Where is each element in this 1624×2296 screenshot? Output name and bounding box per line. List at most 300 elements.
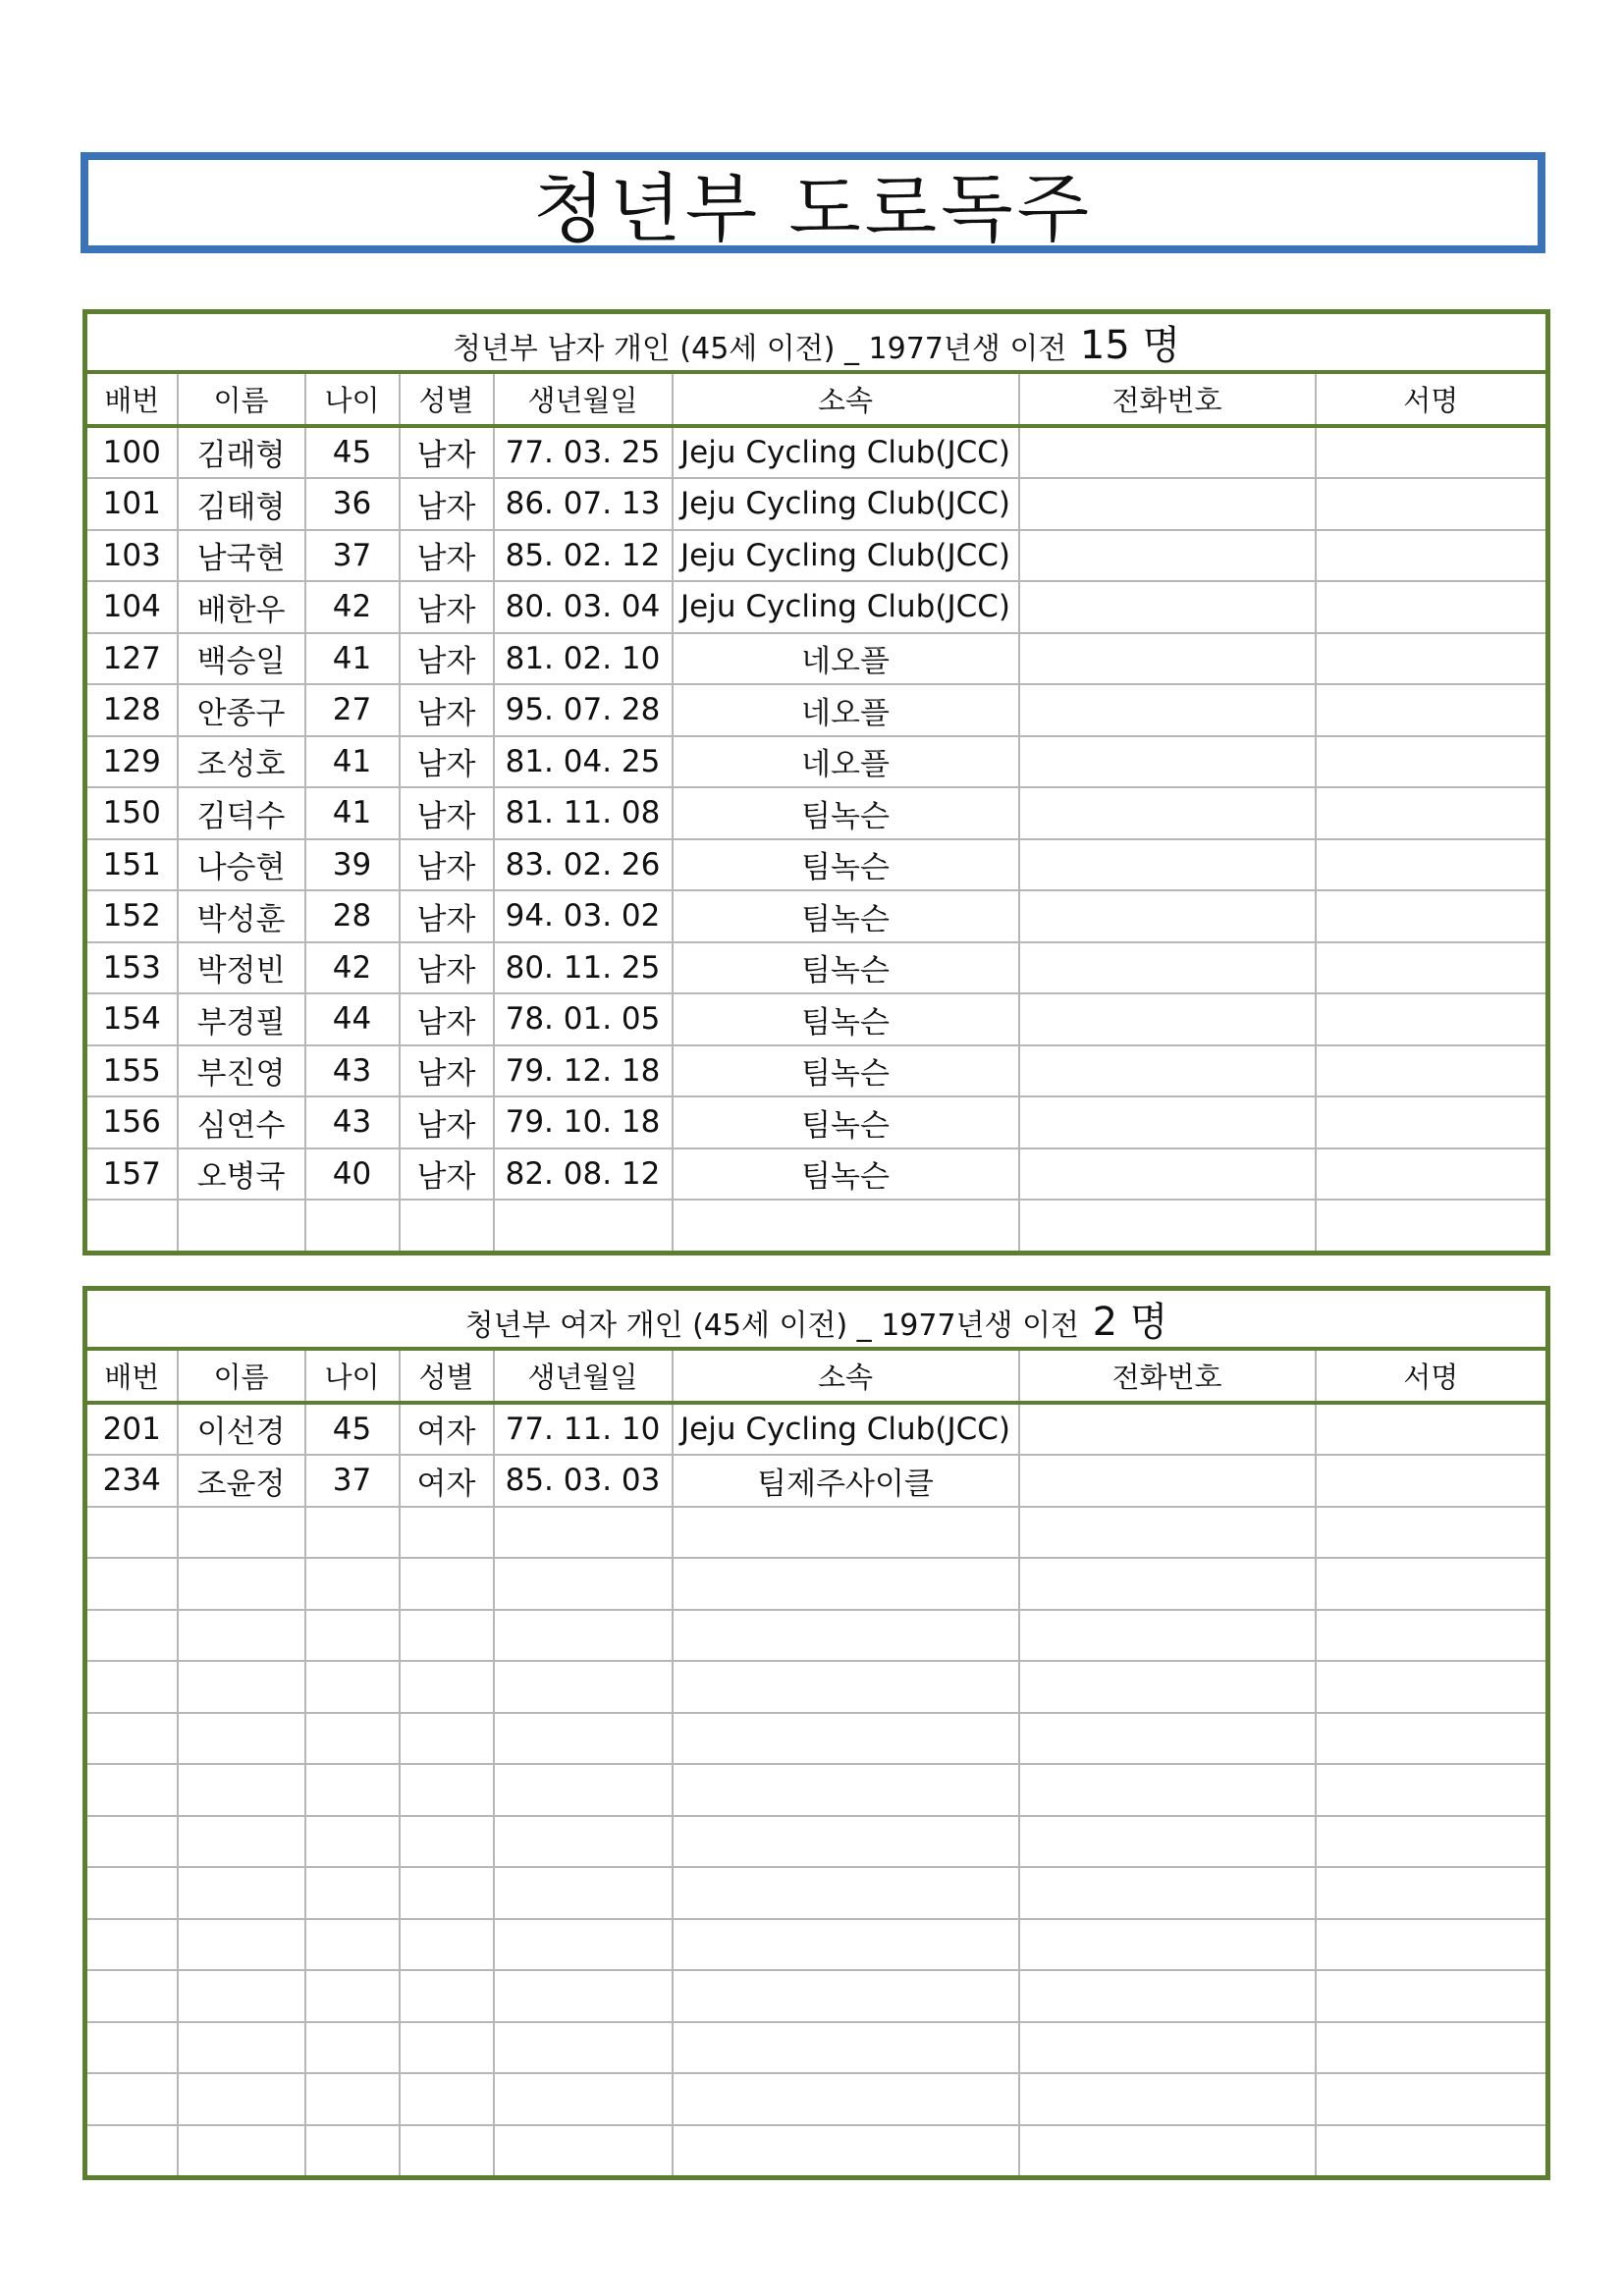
table-row: [85, 890, 1548, 942]
cell-bib-number: [85, 1610, 178, 1662]
cell-phone-number: [1019, 2125, 1316, 2178]
cell-team: Jeju Cycling Club(JCC): [673, 581, 1019, 633]
cell-gender: [400, 1713, 494, 1765]
cell-signature: [1316, 1200, 1548, 1253]
column-header-birth-date: 생년월일: [494, 372, 673, 426]
cell-team: [673, 1867, 1019, 1919]
cell-signature: [1316, 1816, 1548, 1868]
cell-gender: 남자: [400, 942, 494, 994]
cell-gender: 남자: [400, 1148, 494, 1201]
cell-phone-number: [1019, 581, 1316, 633]
cell-team: [673, 1970, 1019, 2022]
cell-bib-number: 154: [85, 993, 178, 1045]
cell-age: [305, 1867, 400, 1919]
table-row: [85, 839, 1548, 891]
cell-birth-date: [494, 1200, 673, 1253]
cell-signature: [1316, 1970, 1548, 2022]
cell-birth-date: 95. 07. 28: [494, 684, 673, 736]
cell-name: 백승일: [178, 633, 305, 685]
cell-name: [178, 1200, 305, 1253]
cell-bib-number: [85, 1558, 178, 1610]
table-row: [85, 1200, 1548, 1253]
cell-name: 김태형: [178, 478, 305, 530]
table-row: [85, 993, 1548, 1045]
cell-age: 28: [305, 890, 400, 942]
table-row: [85, 684, 1548, 736]
column-header-bib-number: 배번: [85, 1349, 178, 1403]
cell-phone-number: [1019, 1558, 1316, 1610]
cell-signature: [1316, 942, 1548, 994]
cell-name: 심연수: [178, 1096, 305, 1148]
women-roster-table: [82, 1286, 1550, 2180]
cell-birth-date: [494, 1610, 673, 1662]
cell-birth-date: [494, 1970, 673, 2022]
cell-team: 팀녹슨: [673, 787, 1019, 839]
cell-age: [305, 1661, 400, 1713]
cell-birth-date: 78. 01. 05: [494, 993, 673, 1045]
table-row: [85, 1919, 1548, 1971]
cell-phone-number: [1019, 478, 1316, 530]
cell-signature: [1316, 1455, 1548, 1507]
cell-name: [178, 2022, 305, 2074]
cell-age: [305, 2022, 400, 2074]
cell-name: [178, 2073, 305, 2125]
cell-name: [178, 1867, 305, 1919]
cell-gender: [400, 1764, 494, 1816]
cell-age: [305, 2073, 400, 2125]
cell-gender: 여자: [400, 1403, 494, 1456]
cell-gender: 남자: [400, 839, 494, 891]
cell-age: 40: [305, 1148, 400, 1201]
cell-name: 박정빈: [178, 942, 305, 994]
cell-phone-number: [1019, 1403, 1316, 1456]
participant-count: 15 명: [1079, 323, 1181, 368]
cell-team: [673, 1558, 1019, 1610]
cell-bib-number: [85, 1764, 178, 1816]
section-caption: [85, 312, 1548, 373]
table-row: [85, 1455, 1548, 1507]
table-row: [85, 1661, 1548, 1713]
cell-gender: [400, 1558, 494, 1610]
column-header-team: 소속: [673, 1349, 1019, 1403]
table-row: [85, 1867, 1548, 1919]
cell-birth-date: 82. 08. 12: [494, 1148, 673, 1201]
cell-bib-number: [85, 2125, 178, 2178]
cell-signature: [1316, 633, 1548, 685]
cell-age: 36: [305, 478, 400, 530]
cell-birth-date: 77. 11. 10: [494, 1403, 673, 1456]
cell-age: 41: [305, 633, 400, 685]
cell-birth-date: [494, 1867, 673, 1919]
cell-name: 김덕수: [178, 787, 305, 839]
cell-gender: 남자: [400, 993, 494, 1045]
cell-signature: [1316, 1558, 1548, 1610]
table-row: [85, 1045, 1548, 1097]
cell-signature: [1316, 890, 1548, 942]
cell-name: 안종구: [178, 684, 305, 736]
cell-bib-number: 129: [85, 736, 178, 788]
cell-name: 조윤정: [178, 1455, 305, 1507]
cell-bib-number: 156: [85, 1096, 178, 1148]
cell-bib-number: 234: [85, 1455, 178, 1507]
cell-gender: 남자: [400, 736, 494, 788]
cell-age: 45: [305, 1403, 400, 1456]
cell-team: 팀녹슨: [673, 1096, 1019, 1148]
cell-birth-date: [494, 1507, 673, 1559]
cell-bib-number: [85, 1867, 178, 1919]
table-row: [85, 736, 1548, 788]
cell-team: 팀녹슨: [673, 1045, 1019, 1097]
cell-name: [178, 2125, 305, 2178]
cell-signature: [1316, 839, 1548, 891]
table-row: [85, 942, 1548, 994]
column-header-gender: 성별: [400, 1349, 494, 1403]
cell-team: [673, 1713, 1019, 1765]
cell-birth-date: 79. 10. 18: [494, 1096, 673, 1148]
cell-bib-number: 151: [85, 839, 178, 891]
table-row: [85, 1148, 1548, 1201]
cell-signature: [1316, 1713, 1548, 1765]
cell-gender: [400, 1919, 494, 1971]
cell-name: 부경필: [178, 993, 305, 1045]
cell-bib-number: [85, 2073, 178, 2125]
cell-age: 41: [305, 736, 400, 788]
cell-phone-number: [1019, 839, 1316, 891]
cell-gender: 남자: [400, 478, 494, 530]
column-header-team: 소속: [673, 372, 1019, 426]
cell-gender: [400, 1200, 494, 1253]
cell-age: [305, 1816, 400, 1868]
cell-name: 이선경: [178, 1403, 305, 1456]
cell-team: 팀녹슨: [673, 993, 1019, 1045]
cell-age: 43: [305, 1045, 400, 1097]
cell-name: 조성호: [178, 736, 305, 788]
cell-signature: [1316, 530, 1548, 582]
cell-signature: [1316, 684, 1548, 736]
table-row: [85, 478, 1548, 530]
cell-phone-number: [1019, 1045, 1316, 1097]
column-header-birth-date: 생년월일: [494, 1349, 673, 1403]
cell-birth-date: [494, 2073, 673, 2125]
cell-birth-date: [494, 1713, 673, 1765]
cell-age: 42: [305, 942, 400, 994]
cell-phone-number: [1019, 1764, 1316, 1816]
cell-birth-date: 94. 03. 02: [494, 890, 673, 942]
cell-phone-number: [1019, 1610, 1316, 1662]
cell-gender: 남자: [400, 1096, 494, 1148]
cell-birth-date: 83. 02. 26: [494, 839, 673, 891]
cell-age: 41: [305, 787, 400, 839]
cell-phone-number: [1019, 684, 1316, 736]
cell-team: 팀녹슨: [673, 839, 1019, 891]
table-row: [85, 581, 1548, 633]
cell-signature: [1316, 736, 1548, 788]
cell-name: [178, 1816, 305, 1868]
cell-bib-number: [85, 1661, 178, 1713]
cell-team: 네오플: [673, 633, 1019, 685]
cell-age: 42: [305, 581, 400, 633]
cell-team: 팀녹슨: [673, 942, 1019, 994]
cell-name: 부진영: [178, 1045, 305, 1097]
cell-birth-date: 77. 03. 25: [494, 426, 673, 479]
cell-gender: [400, 1610, 494, 1662]
cell-birth-date: 80. 03. 04: [494, 581, 673, 633]
cell-name: 오병국: [178, 1148, 305, 1201]
cell-bib-number: 127: [85, 633, 178, 685]
cell-signature: [1316, 1764, 1548, 1816]
cell-team: [673, 1764, 1019, 1816]
cell-gender: [400, 2022, 494, 2074]
cell-gender: [400, 2125, 494, 2178]
cell-signature: [1316, 581, 1548, 633]
cell-phone-number: [1019, 1867, 1316, 1919]
cell-team: 네오플: [673, 684, 1019, 736]
cell-gender: [400, 1816, 494, 1868]
cell-bib-number: [85, 1507, 178, 1559]
cell-gender: 남자: [400, 684, 494, 736]
cell-birth-date: [494, 2125, 673, 2178]
cell-birth-date: 85. 02. 12: [494, 530, 673, 582]
cell-name: 김래형: [178, 426, 305, 479]
table-row: [85, 1816, 1548, 1868]
cell-phone-number: [1019, 942, 1316, 994]
cell-name: [178, 1919, 305, 1971]
table-row: [85, 530, 1548, 582]
cell-bib-number: [85, 1816, 178, 1868]
cell-age: 39: [305, 839, 400, 891]
cell-birth-date: [494, 1816, 673, 1868]
cell-team: 팀제주사이클: [673, 1455, 1019, 1507]
cell-bib-number: 104: [85, 581, 178, 633]
table-row: [85, 1764, 1548, 1816]
page-title: 청년부 도로독주: [532, 165, 1094, 252]
cell-team: [673, 2125, 1019, 2178]
cell-signature: [1316, 2073, 1548, 2125]
cell-bib-number: [85, 2022, 178, 2074]
table-row: [85, 787, 1548, 839]
cell-signature: [1316, 2125, 1548, 2178]
cell-team: Jeju Cycling Club(JCC): [673, 1403, 1019, 1456]
cell-team: 팀녹슨: [673, 1148, 1019, 1201]
cell-team: 팀녹슨: [673, 890, 1019, 942]
cell-phone-number: [1019, 2073, 1316, 2125]
table-row: [85, 1558, 1548, 1610]
cell-name: 남국현: [178, 530, 305, 582]
column-header-phone-number: 전화번호: [1019, 1349, 1316, 1403]
cell-signature: [1316, 1045, 1548, 1097]
cell-team: [673, 1200, 1019, 1253]
table-row: [85, 1610, 1548, 1662]
cell-phone-number: [1019, 993, 1316, 1045]
cell-signature: [1316, 426, 1548, 479]
cell-signature: [1316, 2022, 1548, 2074]
column-header-gender: 성별: [400, 372, 494, 426]
table-row: [85, 426, 1548, 479]
cell-name: [178, 1970, 305, 2022]
cell-bib-number: 150: [85, 787, 178, 839]
cell-bib-number: 100: [85, 426, 178, 479]
cell-team: [673, 2073, 1019, 2125]
cell-birth-date: 81. 02. 10: [494, 633, 673, 685]
cell-age: 43: [305, 1096, 400, 1148]
table-row: [85, 1403, 1548, 1456]
cell-age: [305, 1713, 400, 1765]
cell-birth-date: [494, 2022, 673, 2074]
cell-team: 네오플: [673, 736, 1019, 788]
column-header-age: 나이: [305, 372, 400, 426]
cell-age: [305, 2125, 400, 2178]
cell-gender: 남자: [400, 633, 494, 685]
cell-age: 45: [305, 426, 400, 479]
table-row: [85, 2125, 1548, 2178]
cell-name: [178, 1713, 305, 1765]
section-caption: [85, 1289, 1548, 1350]
cell-name: [178, 1764, 305, 1816]
cell-birth-date: [494, 1661, 673, 1713]
cell-phone-number: [1019, 736, 1316, 788]
cell-gender: 남자: [400, 426, 494, 479]
cell-signature: [1316, 1507, 1548, 1559]
cell-phone-number: [1019, 1816, 1316, 1868]
cell-bib-number: [85, 1713, 178, 1765]
cell-age: [305, 1610, 400, 1662]
cell-phone-number: [1019, 1148, 1316, 1201]
cell-bib-number: 157: [85, 1148, 178, 1201]
cell-signature: [1316, 1919, 1548, 1971]
cell-bib-number: 128: [85, 684, 178, 736]
cell-phone-number: [1019, 633, 1316, 685]
men-roster-table: [82, 309, 1550, 1255]
cell-name: 박성훈: [178, 890, 305, 942]
cell-bib-number: 101: [85, 478, 178, 530]
cell-birth-date: [494, 1919, 673, 1971]
cell-bib-number: 103: [85, 530, 178, 582]
cell-name: [178, 1558, 305, 1610]
cell-birth-date: 81. 04. 25: [494, 736, 673, 788]
table-row: [85, 2022, 1548, 2074]
cell-signature: [1316, 1661, 1548, 1713]
section-caption-text: 청년부 여자 개인 (45세 이전) _ 1977년생 이전: [464, 1308, 1080, 1343]
cell-team: [673, 1816, 1019, 1868]
cell-signature: [1316, 1610, 1548, 1662]
cell-age: [305, 1558, 400, 1610]
cell-phone-number: [1019, 1713, 1316, 1765]
table-row: [85, 1507, 1548, 1559]
cell-age: [305, 1507, 400, 1559]
cell-signature: [1316, 787, 1548, 839]
cell-team: Jeju Cycling Club(JCC): [673, 530, 1019, 582]
cell-team: [673, 1507, 1019, 1559]
cell-signature: [1316, 1148, 1548, 1201]
cell-gender: [400, 1661, 494, 1713]
table-row: [85, 633, 1548, 685]
cell-age: 27: [305, 684, 400, 736]
cell-gender: [400, 1970, 494, 2022]
cell-gender: 남자: [400, 530, 494, 582]
cell-bib-number: 152: [85, 890, 178, 942]
column-header-age: 나이: [305, 1349, 400, 1403]
cell-age: 37: [305, 530, 400, 582]
cell-phone-number: [1019, 1096, 1316, 1148]
cell-name: [178, 1507, 305, 1559]
cell-birth-date: [494, 1558, 673, 1610]
page-title-box: [81, 152, 1545, 253]
cell-bib-number: [85, 1919, 178, 1971]
cell-phone-number: [1019, 2022, 1316, 2074]
cell-phone-number: [1019, 1919, 1316, 1971]
section-caption-row: [85, 312, 1548, 373]
cell-age: [305, 1200, 400, 1253]
column-header-row: [85, 1349, 1548, 1403]
cell-birth-date: 79. 12. 18: [494, 1045, 673, 1097]
cell-age: [305, 1970, 400, 2022]
column-header-row: [85, 372, 1548, 426]
cell-gender: 남자: [400, 890, 494, 942]
table-row: [85, 2073, 1548, 2125]
cell-gender: 남자: [400, 1045, 494, 1097]
cell-birth-date: 80. 11. 25: [494, 942, 673, 994]
cell-phone-number: [1019, 787, 1316, 839]
cell-age: [305, 1919, 400, 1971]
cell-birth-date: 81. 11. 08: [494, 787, 673, 839]
table-row: [85, 1096, 1548, 1148]
column-header-bib-number: 배번: [85, 372, 178, 426]
cell-age: 44: [305, 993, 400, 1045]
cell-team: [673, 2022, 1019, 2074]
cell-birth-date: 86. 07. 13: [494, 478, 673, 530]
cell-bib-number: [85, 1970, 178, 2022]
column-header-name: 이름: [178, 1349, 305, 1403]
cell-phone-number: [1019, 530, 1316, 582]
cell-bib-number: 201: [85, 1403, 178, 1456]
cell-phone-number: [1019, 1661, 1316, 1713]
table-row: [85, 1970, 1548, 2022]
cell-name: [178, 1610, 305, 1662]
section-caption-text: 청년부 남자 개인 (45세 이전) _ 1977년생 이전: [452, 332, 1067, 366]
column-header-phone-number: 전화번호: [1019, 372, 1316, 426]
table-row: [85, 1713, 1548, 1765]
cell-gender: 남자: [400, 581, 494, 633]
cell-gender: [400, 1507, 494, 1559]
cell-phone-number: [1019, 1200, 1316, 1253]
cell-name: 배한우: [178, 581, 305, 633]
cell-signature: [1316, 1096, 1548, 1148]
cell-name: [178, 1661, 305, 1713]
cell-team: [673, 1610, 1019, 1662]
column-header-signature: 서명: [1316, 372, 1548, 426]
cell-bib-number: 155: [85, 1045, 178, 1097]
cell-signature: [1316, 478, 1548, 530]
cell-age: [305, 1764, 400, 1816]
cell-team: [673, 1919, 1019, 1971]
cell-phone-number: [1019, 890, 1316, 942]
cell-gender: 여자: [400, 1455, 494, 1507]
cell-team: [673, 1661, 1019, 1713]
participant-count: 2 명: [1092, 1300, 1168, 1345]
cell-team: Jeju Cycling Club(JCC): [673, 478, 1019, 530]
cell-phone-number: [1019, 426, 1316, 479]
column-header-name: 이름: [178, 372, 305, 426]
cell-phone-number: [1019, 1970, 1316, 2022]
cell-gender: [400, 1867, 494, 1919]
cell-team: Jeju Cycling Club(JCC): [673, 426, 1019, 479]
cell-gender: [400, 2073, 494, 2125]
cell-age: 37: [305, 1455, 400, 1507]
cell-bib-number: [85, 1200, 178, 1253]
cell-birth-date: 85. 03. 03: [494, 1455, 673, 1507]
section-caption-row: [85, 1289, 1548, 1350]
column-header-signature: 서명: [1316, 1349, 1548, 1403]
